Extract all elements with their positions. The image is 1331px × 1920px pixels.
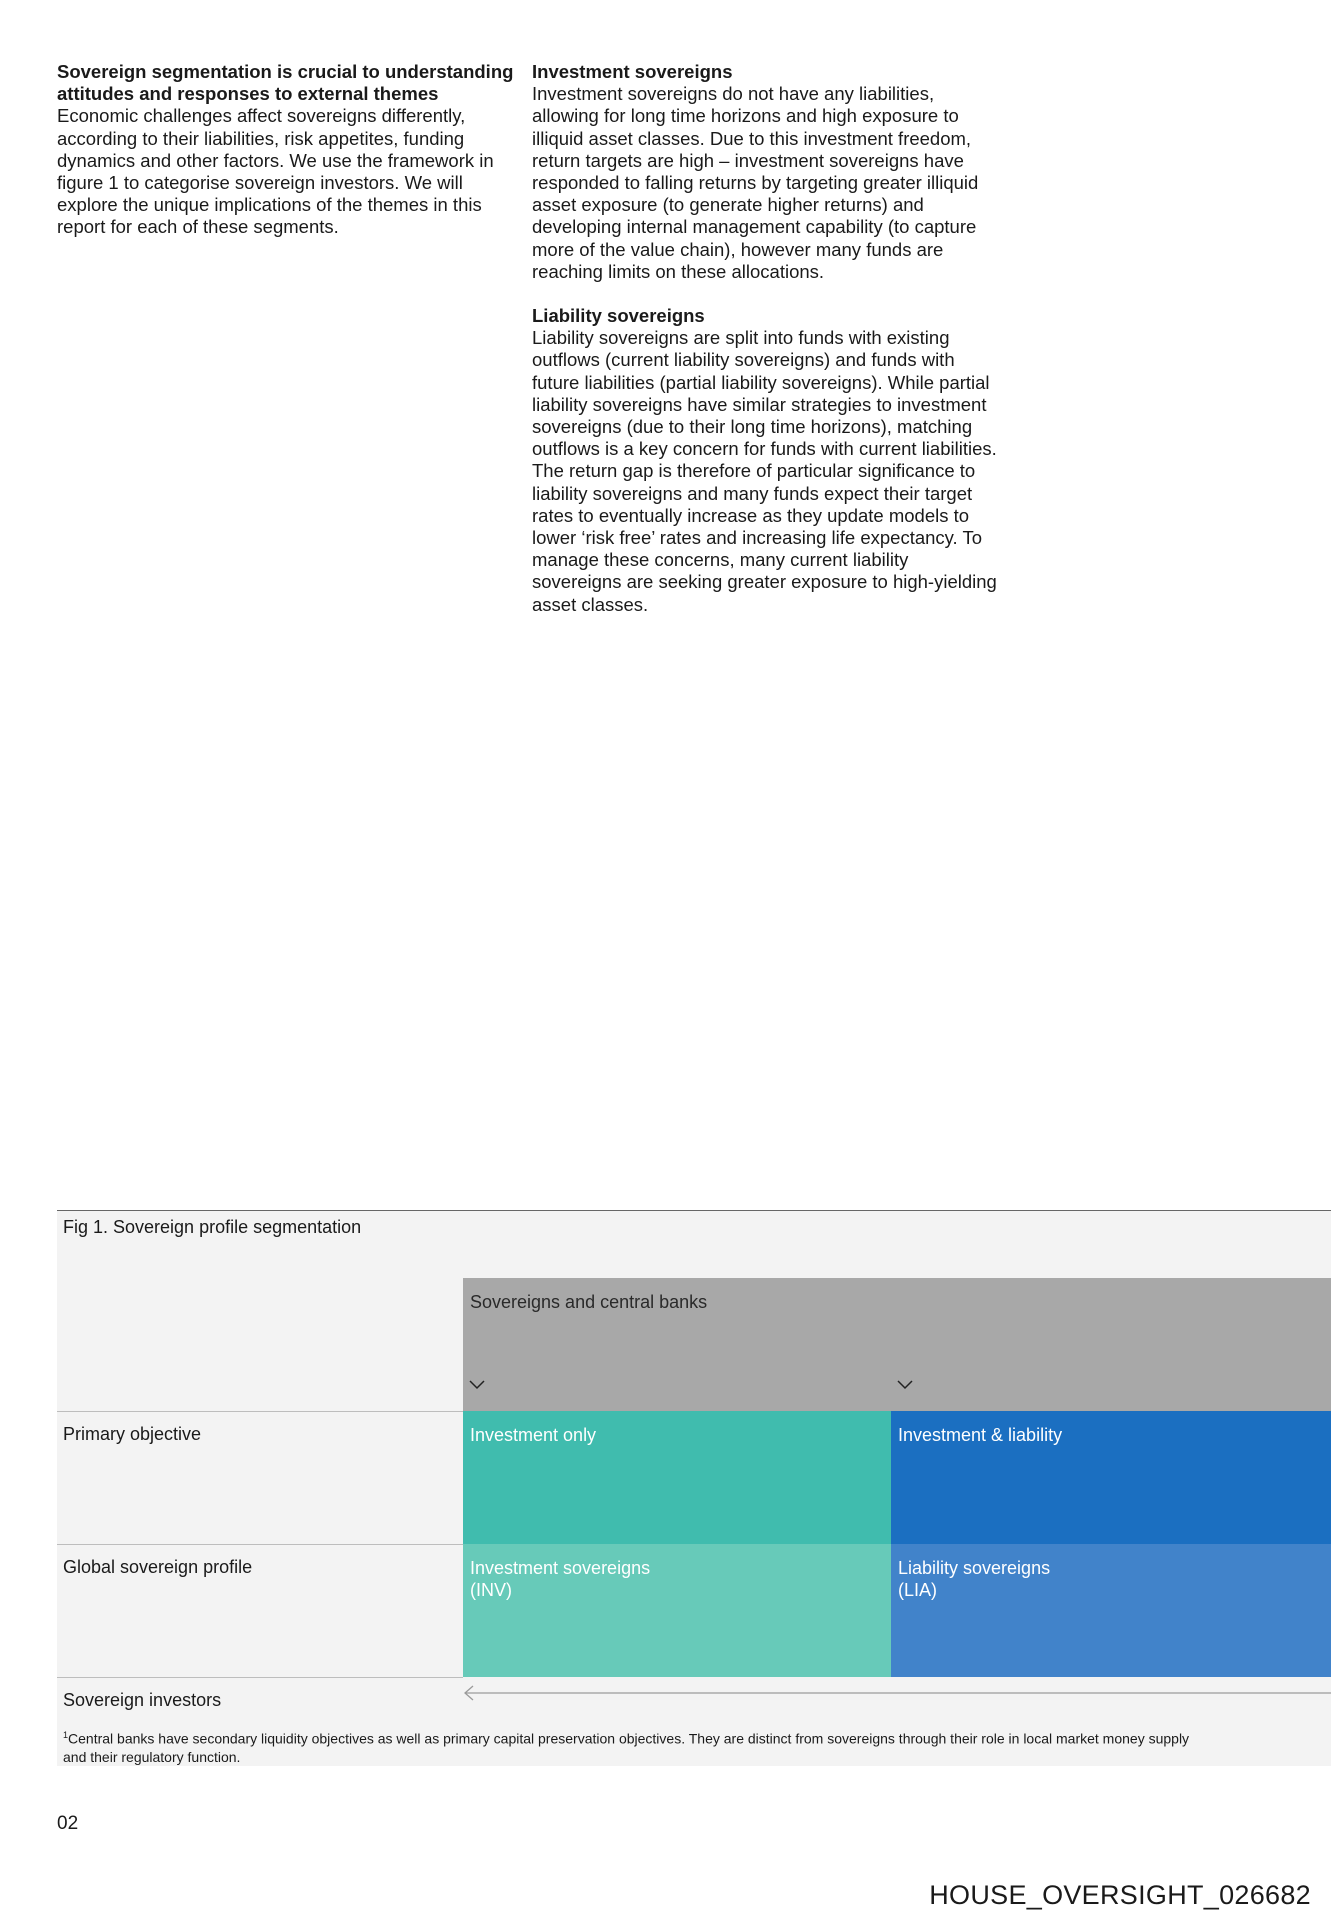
liability-sovereigns-cell bbox=[891, 1544, 1331, 1677]
liability-sovereigns-label: Liability sovereigns (LIA) bbox=[898, 1558, 1051, 1600]
arrow-left-icon bbox=[463, 1684, 1331, 1702]
investment-only-cell bbox=[463, 1411, 891, 1544]
sovereigns-central-banks-label: Sovereigns and central banks bbox=[470, 1292, 708, 1312]
investment-heading: Investment sovereigns bbox=[532, 61, 733, 82]
figure-title: Fig 1. Sovereign profile segmentation bbox=[63, 1217, 362, 1237]
segmentation-figure bbox=[57, 1210, 1331, 1766]
investment-liability-cell bbox=[891, 1411, 1331, 1544]
right-column bbox=[532, 61, 997, 616]
document-id: HOUSE_OVERSIGHT_026682 bbox=[929, 1880, 1311, 1910]
row-label-primary-objective: Primary objective bbox=[63, 1424, 202, 1444]
left-body: Economic challenges affect sovereigns differently, according to their liabilities, risk appetites, funding dynamics and other factors. We use the framework in figure 1 to categorise sovereign investors. We will explore the unique implications of the themes in this report for each of these segments. bbox=[57, 105, 494, 238]
row-divider bbox=[57, 1544, 463, 1545]
investment-body: Investment sovereigns do not have any liabilities, allowing for long time horizons and high exposure to illiquid asset classes. Due to this investment freedom, return targets are high – investment sovereigns have responded to falling returns by targeting greater illiquid asset exposure (to generate higher returns) and developing internal management capability (to capture more of the value chain), however many funds are reaching limits on these allocations. bbox=[532, 83, 979, 282]
chevron-down-icon bbox=[897, 1379, 913, 1391]
chevron-down-icon bbox=[469, 1379, 485, 1391]
left-column bbox=[57, 61, 527, 239]
figure-footnote bbox=[63, 1726, 1213, 1766]
row-divider bbox=[57, 1411, 463, 1412]
investment-sovereigns-cell bbox=[463, 1544, 891, 1677]
paragraph-gap bbox=[532, 283, 997, 305]
footnote-mark: 1 bbox=[63, 1730, 69, 1740]
page-number: 02 bbox=[57, 1813, 79, 1834]
sovereigns-central-banks-block bbox=[463, 1278, 1331, 1411]
investment-liability-label: Investment & liability bbox=[898, 1425, 1063, 1445]
row-label-investors: Sovereign investors bbox=[63, 1690, 222, 1710]
investment-only-label: Investment only bbox=[470, 1425, 597, 1445]
liability-body: Liability sovereigns are split into funds with existing outflows (current liability sovereigns) and funds with future liabilities (partial liability sovereigns). While partial liability sovereigns have similar strategies to investment sovereigns (due to their long time horizons), matching outflows is a key concern for funds with current liabilities. The return gap is therefore of particular significance to liability sovereigns and many funds expect their target rates to eventually increase as they update models to lower ‘risk free’ rates and increasing life expectancy. To manage these concerns, many current liability sovereigns are seeking greater exposure to high-yielding asset classes. bbox=[532, 327, 997, 615]
investment-sovereigns-label: Investment sovereigns (INV) bbox=[470, 1558, 651, 1600]
liability-heading: Liability sovereigns bbox=[532, 305, 705, 327]
left-heading: Sovereign segmentation is crucial to understanding attitudes and responses to external themes bbox=[57, 61, 514, 105]
footnote-text: Central banks have secondary liquidity objectives as well as primary capital preservation objectives. They are distinct from sovereigns through their role in local market money supply and their regulatory function. bbox=[63, 1730, 1190, 1765]
row-divider bbox=[57, 1677, 463, 1678]
row-label-global-profile: Global sovereign profile bbox=[63, 1557, 253, 1577]
